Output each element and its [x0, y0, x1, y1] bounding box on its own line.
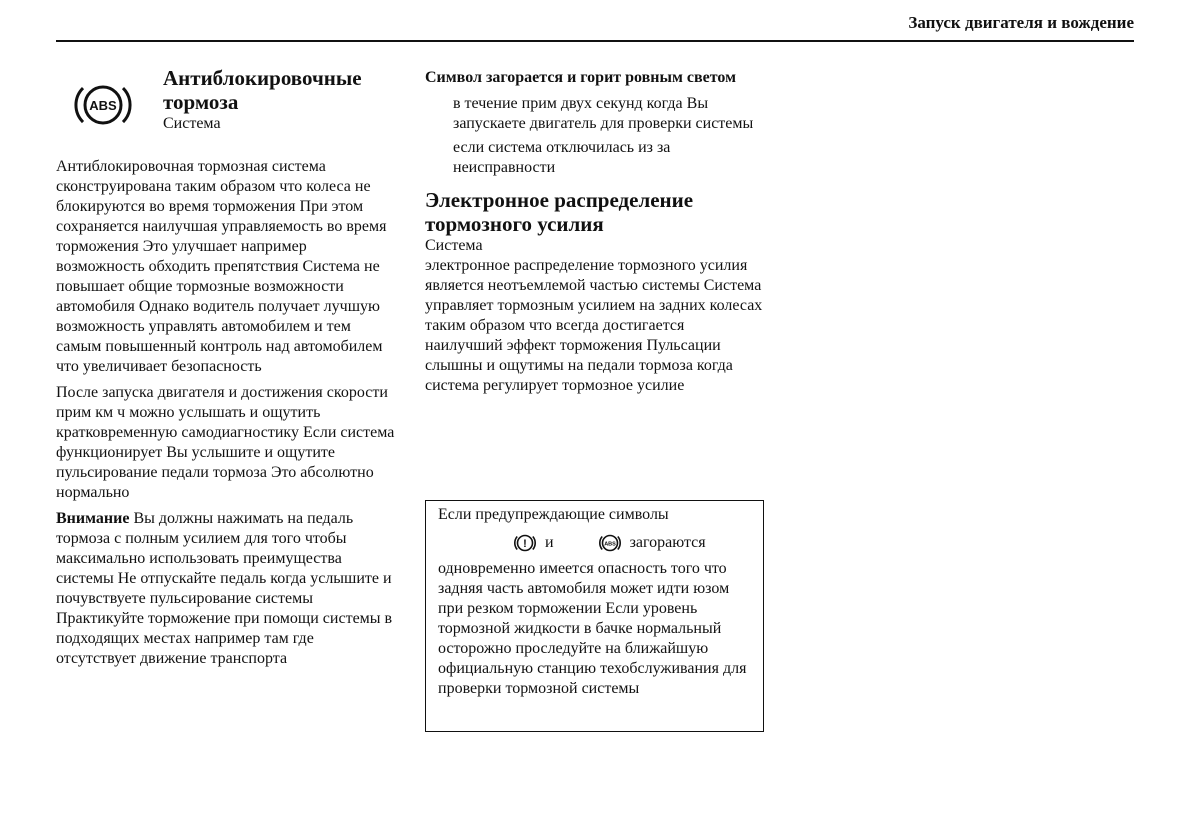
- abs-title-line1: Антиблокировочные: [163, 66, 362, 90]
- brake-warning-icon-text: !: [523, 538, 527, 550]
- ebd-paragraph: электронное распределение тормозного усилия является неотъемлемой частью системы Система управляет тормозным усилием на задних колесах таким образом что всегда достигается наилучший эффект торможения Пульсации слышны и ощутимы на педали тормоза когда система регулирует тормозное усилие: [425, 257, 763, 394]
- symbol-bullet-list: [453, 94, 765, 178]
- ebd-title: Электронное распределение тормозного усилия: [425, 188, 694, 236]
- attention-text: Вы должны нажимать на педаль тормоза с полным усилием для того чтобы максимально использовать преимущества системы Не отпускайте педаль когда услышите и почувствуете пульсирование системы Практикуйте торможение при помощи системы в подходящих местах например там где отсутствует движение транспорта: [56, 510, 393, 667]
- abs-paragraph-1: Антиблокировочная тормозная система сконструирована таким образом что колеса не блокируются во время торможения При этом сохраняется наилучшая управляемость во время торможения Это улучшает например возможность обходить препятствия Система не повышает общие тормозные возможности автомобиля Однако водитель получает лучшую возможность управлять автомобилем и тем самым повышенный контроль над автомобилем что увеличивает безопасность: [56, 158, 387, 375]
- attention-paragraph: [56, 509, 396, 669]
- warning-lit-word: загораются: [629, 534, 706, 551]
- warning-body: одновременно имеется опасность того что задняя часть автомобиля может идти юзом при резком торможении Если уровень тормозной жидкости в бачке нормальный осторожно проследуйте на ближайшую официальную станцию техобслуживания для проверки тормозной системы: [438, 560, 747, 697]
- symbol-heading: Символ загорается и горит ровным светом: [425, 69, 736, 86]
- page-header-title: Запуск двигателя и вождение: [908, 13, 1134, 32]
- abs-small-icon-text: ABS: [603, 541, 616, 548]
- middle-column: [425, 66, 765, 402]
- abs-small-icon: [598, 531, 622, 555]
- warning-box: [425, 500, 764, 732]
- abs-title-block: [163, 66, 396, 134]
- left-column: [56, 66, 396, 675]
- abs-title-line2: тормоза: [163, 90, 239, 114]
- list-item: если система отключилась из за неисправности: [453, 139, 671, 176]
- ebd-subtitle: Система: [425, 237, 483, 254]
- abs-subtitle: Система: [163, 115, 221, 132]
- abs-icon-text: ABS: [89, 98, 117, 113]
- warning-and-word: и: [545, 534, 554, 551]
- list-item: в течение прим двух секунд когда Вы запускаете двигатель для проверки системы: [453, 95, 754, 132]
- attention-label: Внимание: [56, 510, 130, 527]
- abs-icon: [74, 80, 132, 130]
- brake-warning-icon: [513, 531, 537, 555]
- header-divider: [56, 40, 1134, 42]
- abs-paragraph-2: После запуска двигателя и достижения скорости прим км ч можно услышать и ощутить кратковременную самодиагностику Если система функционирует Вы услышите и ощутите пульсирование педали тормоза Это абсолютно нормально: [56, 384, 395, 501]
- warning-icons-line: [438, 529, 753, 557]
- warning-line1: Если предупреждающие символы: [438, 506, 669, 523]
